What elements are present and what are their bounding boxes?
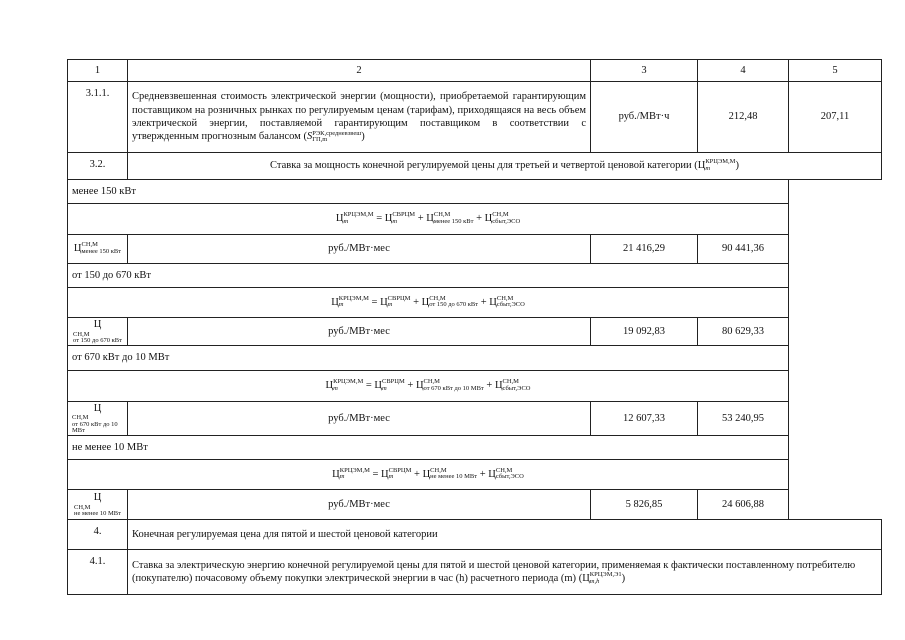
formula-symbol: Ц (374, 380, 382, 392)
formula-row (68, 459, 882, 489)
formula-sub: m (387, 301, 393, 309)
formula-sup: СВРЦМ (388, 466, 412, 474)
formula-sub: сбыт,ЭСО (502, 384, 531, 392)
value-col-4: 12 607,33 (591, 402, 698, 436)
formula-row (68, 288, 882, 318)
tariff-table (67, 59, 882, 595)
formula-sup: СН,М (430, 466, 447, 474)
value-col-5: 53 240,95 (698, 402, 789, 436)
formula-sup: СН,М (429, 294, 446, 302)
value-col-4: 5 826,85 (591, 489, 698, 519)
unit-cell: руб./МВт·мес (128, 235, 591, 264)
table-row-3-1-1 (68, 82, 882, 153)
group-label: от 670 кВт до 10 МВт (68, 346, 789, 371)
value-row (68, 402, 882, 436)
formula-symbol: Ц (488, 468, 496, 480)
formula-symbol: Ц (332, 468, 340, 480)
formula-operator: + (480, 296, 487, 308)
formula-sup: СН,М (496, 294, 514, 302)
formula-sup: КРЦЭМ,М (338, 294, 369, 302)
value-col-4: 19 092,83 (591, 318, 698, 346)
value-symbol: Ц (93, 403, 102, 414)
formula-symbol: Ц (325, 380, 334, 392)
formula-row (68, 371, 882, 402)
formula-symbol: Ц (331, 296, 339, 308)
formula-sup: СВРЦМ (382, 378, 405, 386)
table-row-3-2 (68, 153, 882, 180)
row-number: 3.1.1. (68, 82, 128, 153)
formula-operator: + (486, 380, 493, 392)
formula-sub: m (382, 384, 387, 392)
formula-symbol: Ц (380, 296, 388, 308)
value-label (68, 402, 128, 436)
header-row (68, 60, 882, 82)
group-label-row (68, 180, 882, 204)
header-col-2: 2 (128, 60, 591, 82)
unit-cell: руб./МВт·мес (128, 489, 591, 519)
formula-symbol: Ц (484, 213, 493, 225)
formula-symbol: Ц (494, 380, 503, 392)
row-text: Ставка за электрическую энергию конечной регулируемой цены для пятой и шестой ценовой категории, применяемая к фактически поставленному потребителю (покупателю) почасовому объему покупки электрической энергии в час (h) расчетного периода (m) (132, 559, 856, 584)
row-text: Средневзвешенная стоимость электрической энергии (мощности), приобретаемой гарантирующим поставщиком на розничных рынках по регулируемым ценам (тарифам), приходящаяся на весь объем электрической энергии, поставляемой гарантирующим поставщиком в соответствии с утвержденным прогнозным балансом (132, 91, 586, 143)
formula-cell (68, 204, 789, 235)
formula-symbol: Ц (415, 380, 424, 392)
formula-symbol: Ц (421, 296, 430, 308)
value-row (68, 235, 882, 264)
group-label-row (68, 346, 882, 371)
formula-sup: СН,М (495, 466, 513, 474)
formula-sub: менее 150 кВт (433, 217, 474, 225)
header-col-3: 3 (591, 60, 698, 82)
formula-cell (68, 371, 789, 402)
formula-sub: m (338, 301, 344, 309)
row-number: 4. (68, 519, 128, 549)
value-sub: не менее 10 МВт (74, 510, 121, 518)
value-sub: от 150 до 670 кВт (73, 337, 122, 345)
formula-sub: m (339, 473, 345, 481)
formula-symbol: Ц (422, 468, 431, 480)
formula-sup: КРЦЭМ,М (333, 378, 364, 386)
formula-operator: + (476, 213, 482, 225)
value-label (68, 318, 128, 346)
value-sup: СН,М (73, 330, 90, 338)
formula-sub: от 670 кВт до 10 МВт (423, 384, 484, 392)
formula-operator: + (417, 213, 424, 225)
formula-symbol: Ц (489, 296, 497, 308)
value-col-5: 24 606,88 (698, 489, 789, 519)
formula-symbol: Ц (426, 213, 434, 225)
formula-sup: СВРЦМ (387, 294, 411, 302)
formula-row (68, 204, 882, 235)
header-col-1: 1 (68, 60, 128, 82)
formula-symbol: Ц (381, 468, 389, 480)
value-sup: СН,М (72, 414, 89, 422)
formula-sub: m (343, 217, 349, 225)
value-sup: СН,М (81, 241, 98, 249)
formula-symbol: Ц (335, 213, 344, 225)
group-label-row (68, 435, 882, 459)
value-sub: менее 150 кВт (81, 247, 122, 255)
row-number: 4.1. (68, 549, 128, 594)
formula-sub: сбыт,ЭСО (492, 217, 521, 225)
formula-operator: = (372, 468, 379, 480)
group-label: менее 150 кВт (68, 180, 789, 204)
symbol-sup: КРЦЭМ,Э1 (589, 571, 622, 579)
formula-sup: СН,М (433, 211, 451, 219)
value-col-4: 21 416,29 (591, 235, 698, 264)
symbol-main: Ц (697, 160, 706, 172)
unit-cell: руб./МВт·мес (128, 318, 591, 346)
value-symbol: Ц (93, 492, 102, 503)
row-description: Ставка за мощность конечной регулируемой цены для третьей и четвертой ценовой категории (Ц КРЦЭМ,М m ) (128, 153, 882, 180)
formula-symbol: Ц (384, 213, 393, 225)
value-col-5: 207,11 (789, 82, 882, 153)
unit-cell: руб./МВт·мес (128, 402, 591, 436)
value-symbol: Ц (73, 243, 82, 255)
formula-operator: = (371, 296, 378, 308)
formula-sub: m (388, 473, 394, 481)
formula-sub: не менее 10 МВт (430, 473, 478, 481)
group-label-row (68, 264, 882, 288)
formula-cell (68, 459, 789, 489)
formula-operator: + (479, 468, 486, 480)
formula-sub: m (333, 384, 338, 392)
unit-cell: руб./МВт·ч (591, 82, 698, 153)
value-col-5: 80 629,33 (698, 318, 789, 346)
formula-operator: + (407, 380, 414, 392)
formula-sub: m (392, 217, 398, 225)
row-number: 3.2. (68, 153, 128, 180)
header-col-5: 5 (789, 60, 882, 82)
row-description: Ставка за электрическую энергию конечной регулируемой цены для пятой и шестой ценовой категории, применяемая к фактически поставленному потребителю (покупателю) почасовому объему покупки электрической энергии в час (h) расчетного периода (m) (Ц КРЦЭМ,Э1 m,h ) (128, 549, 882, 594)
formula-cell (68, 288, 789, 318)
value-symbol: Ц (93, 319, 102, 331)
value-label (68, 235, 128, 264)
row-description: Средневзвешенная стоимость электрической энергии (мощности), приобретаемой гарантирующим поставщиком на розничных рынках по регулируемым ценам (тарифам), приходящаяся на весь объем электрической энергии, поставляемой гарантирующим поставщиком в соответствии с утвержденным прогнозным балансом (S РЭК,средневзвеш ГП,m ) (128, 82, 591, 153)
group-label: от 150 до 670 кВт (68, 264, 789, 288)
symbol-sub: ГП,m (312, 136, 328, 144)
formula-operator: + (413, 296, 419, 308)
table-row-4-1 (68, 549, 882, 594)
value-row (68, 318, 882, 346)
value-sup: СН,М (74, 503, 91, 511)
formula-operator: + (414, 468, 420, 480)
formula-sub: сбыт,ЭСО (495, 473, 524, 481)
value-label (68, 489, 128, 519)
formula-operator: = (376, 213, 383, 225)
formula-operator: = (365, 380, 372, 392)
value-col-5: 90 441,36 (698, 235, 789, 264)
formula-sub: сбыт,ЭСО (496, 301, 525, 309)
formula-sup: СН,М (423, 378, 440, 386)
formula-sup: СН,М (502, 378, 519, 386)
table-row-4 (68, 519, 882, 549)
symbol-main: Ц (582, 572, 590, 584)
symbol-sub: m (705, 164, 711, 172)
symbol-sup: КРЦЭМ,М (705, 158, 736, 166)
row-description: Конечная регулируемая цена для пятой и шестой ценовой категории (128, 519, 882, 549)
group-label: не менее 10 МВт (68, 435, 789, 459)
value-row (68, 489, 882, 519)
row-text: Ставка за мощность конечной регулируемой цены для третьей и четвертой ценовой категории (270, 160, 692, 172)
formula-sup: КРЦЭМ,М (339, 466, 370, 474)
formula-sup: КРЦЭМ,М (343, 211, 374, 219)
formula-sup: СН,М (492, 211, 509, 219)
value-sub: от 670 кВт до 10 МВт (72, 420, 118, 435)
symbol-main: S (306, 131, 313, 143)
formula-sub: от 150 до 670 кВт (429, 301, 479, 309)
symbol-sub: m,h (589, 577, 600, 585)
formula-sup: СВРЦМ (392, 211, 416, 219)
value-col-4: 212,48 (698, 82, 789, 153)
symbol-sup: РЭК,средневзвеш (312, 129, 362, 137)
header-col-4: 4 (698, 60, 789, 82)
